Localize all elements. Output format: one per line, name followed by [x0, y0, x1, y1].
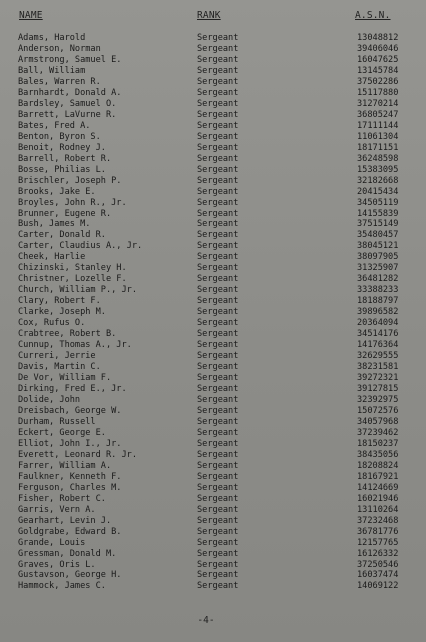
rank-cell: Sergeant [197, 570, 239, 581]
name-cell: Dreisbach, George W. [18, 405, 122, 416]
name-cell: Cheek, Harlie [18, 252, 86, 263]
name-cell: Crabtree, Robert B. [18, 329, 117, 340]
rank-cell: Sergeant [197, 296, 239, 307]
rank-cell: Sergeant [197, 142, 239, 153]
table-row [0, 285, 426, 296]
name-cell: Brischler, Joseph P. [18, 175, 122, 186]
name-cell: Anderson, Norman [18, 43, 101, 54]
asn-cell: 15117880 [357, 87, 399, 98]
rank-cell: Sergeant [197, 351, 239, 362]
asn-cell: 13110264 [357, 504, 399, 515]
asn-cell: 34057968 [357, 416, 399, 427]
rank-cell: Sergeant [197, 164, 239, 175]
name-cell: Benton, Byron S. [18, 131, 101, 142]
table-row [0, 439, 426, 450]
asn-cell: 14124669 [357, 482, 399, 493]
table-row [0, 351, 426, 362]
asn-cell: 36481282 [357, 274, 399, 285]
name-cell: Bardsley, Samuel O. [18, 98, 117, 109]
rank-cell: Sergeant [197, 241, 239, 252]
table-row [0, 581, 426, 592]
name-cell: Graves, Oris L. [18, 559, 96, 570]
page-number: -4- [197, 615, 215, 626]
name-cell: Eckert, George E. [18, 427, 106, 438]
rank-cell: Sergeant [197, 252, 239, 263]
table-row [0, 450, 426, 461]
name-cell: Barrett, LaVurne R. [18, 109, 117, 120]
rank-cell: Sergeant [197, 384, 239, 394]
table-row [0, 527, 426, 538]
asn-cell: 36781776 [357, 526, 399, 537]
asn-cell: 32182668 [357, 175, 399, 186]
rank-cell: Sergeant [197, 449, 239, 460]
name-cell: Gearhart, Levin J. [18, 515, 112, 526]
table-row [0, 209, 426, 220]
table-row [0, 77, 426, 88]
table-row [0, 395, 426, 406]
name-cell: Brooks, Jake E. [18, 186, 96, 197]
asn-cell: 37250546 [357, 559, 399, 570]
table-row [0, 219, 426, 230]
table-row [0, 549, 426, 560]
table-row [0, 241, 426, 252]
rank-cell: Sergeant [197, 43, 239, 54]
asn-cell: 37502286 [357, 76, 399, 87]
asn-cell: 18150237 [357, 438, 399, 449]
rank-cell: Sergeant [197, 482, 239, 493]
table-row [0, 417, 426, 428]
asn-cell: 38045121 [357, 241, 399, 252]
table-row [0, 33, 426, 44]
asn-cell: 37239462 [357, 427, 399, 438]
table-row [0, 44, 426, 55]
column-header-rank: RANK [197, 10, 221, 21]
name-cell: Clarke, Joseph M. [18, 307, 106, 318]
asn-cell: 38435056 [357, 449, 399, 460]
table-row [0, 340, 426, 351]
rank-cell: Sergeant [197, 33, 239, 43]
table-row [0, 318, 426, 329]
table-row [0, 187, 426, 198]
table-row [0, 538, 426, 549]
asn-cell: 11061304 [357, 131, 399, 142]
name-cell: Armstrong, Samuel E. [18, 54, 122, 65]
asn-cell: 31325907 [357, 263, 399, 274]
name-cell: Dolide, John [18, 394, 81, 405]
asn-cell: 33388233 [357, 285, 399, 296]
rank-cell: Sergeant [197, 471, 239, 482]
name-cell: Barnhardt, Donald A. [18, 87, 122, 98]
column-header-name: NAME [19, 10, 43, 21]
asn-cell: 31270214 [357, 98, 399, 109]
asn-cell: 39272321 [357, 373, 399, 384]
name-cell: Christner, Lozelle F. [18, 274, 127, 285]
name-cell: Clary, Robert F. [18, 296, 101, 307]
name-cell: Gustavson, George H. [18, 570, 122, 581]
asn-cell: 35480457 [357, 230, 399, 241]
name-cell: Broyles, John R., Jr. [18, 197, 127, 208]
rank-cell: Sergeant [197, 526, 239, 537]
table-row [0, 132, 426, 143]
rank-cell: Sergeant [197, 329, 239, 340]
rank-cell: Sergeant [197, 515, 239, 526]
name-cell: Bates, Fred A. [18, 120, 91, 131]
rank-cell: Sergeant [197, 109, 239, 120]
name-cell: Chizinski, Stanley H. [18, 263, 127, 274]
rank-cell: Sergeant [197, 131, 239, 142]
asn-cell: 14155839 [357, 208, 399, 219]
rank-cell: Sergeant [197, 373, 239, 384]
name-cell: Carter, Donald R. [18, 230, 106, 241]
table-row [0, 176, 426, 187]
table-row [0, 252, 426, 263]
rank-cell: Sergeant [197, 438, 239, 449]
table-row [0, 560, 426, 571]
name-cell: Grande, Louis [18, 537, 86, 548]
name-cell: Carter, Claudius A., Jr. [18, 241, 143, 252]
name-cell: Goldgrabe, Edward B. [18, 526, 122, 537]
rank-cell: Sergeant [197, 405, 239, 416]
rank-cell: Sergeant [197, 65, 239, 76]
asn-cell: 38231581 [357, 362, 399, 373]
rank-cell: Sergeant [197, 175, 239, 186]
name-cell: Cunnup, Thomas A., Jr. [18, 340, 132, 351]
rank-cell: Sergeant [197, 186, 239, 197]
table-row [0, 121, 426, 132]
rank-cell: Sergeant [197, 318, 239, 329]
asn-cell: 13145784 [357, 65, 399, 76]
asn-cell: 18171151 [357, 142, 399, 153]
table-row [0, 296, 426, 307]
table-row [0, 570, 426, 581]
table-row [0, 307, 426, 318]
table-row [0, 230, 426, 241]
asn-cell: 36805247 [357, 109, 399, 120]
asn-cell: 14176364 [357, 340, 399, 351]
rank-cell: Sergeant [197, 98, 239, 109]
name-cell: Curreri, Jerrie [18, 351, 96, 362]
asn-cell: 20364094 [357, 318, 399, 329]
table-row [0, 154, 426, 165]
table-row [0, 329, 426, 340]
table-row [0, 88, 426, 99]
name-cell: Ball, William [18, 65, 86, 76]
name-cell: Farrer, William A. [18, 460, 112, 471]
rank-cell: Sergeant [197, 263, 239, 274]
asn-cell: 16021946 [357, 493, 399, 504]
rank-cell: Sergeant [197, 307, 239, 318]
rank-cell: Sergeant [197, 76, 239, 87]
asn-cell: 34514176 [357, 329, 399, 340]
rank-cell: Sergeant [197, 362, 239, 373]
name-cell: Durham, Russell [18, 416, 96, 427]
name-cell: Fisher, Robert C. [18, 493, 106, 504]
asn-cell: 37232468 [357, 515, 399, 526]
name-cell: Barrell, Robert R. [18, 153, 112, 164]
rank-cell: Sergeant [197, 230, 239, 241]
table-row [0, 384, 426, 395]
table-row [0, 516, 426, 527]
asn-cell: 32392975 [357, 394, 399, 405]
name-cell: Bales, Warren R. [18, 76, 101, 87]
asn-cell: 18188797 [357, 296, 399, 307]
asn-cell: 38097905 [357, 252, 399, 263]
rank-cell: Sergeant [197, 197, 239, 208]
table-row [0, 494, 426, 505]
table-row [0, 362, 426, 373]
asn-cell: 39406046 [357, 43, 399, 54]
table-row [0, 99, 426, 110]
column-header-asn: A.S.N. [355, 10, 391, 21]
rank-cell: Sergeant [197, 581, 239, 592]
table-row [0, 263, 426, 274]
table-row [0, 274, 426, 285]
rank-cell: Sergeant [197, 285, 239, 296]
table-row [0, 110, 426, 121]
rank-cell: Sergeant [197, 559, 239, 570]
name-cell: Ferguson, Charles M. [18, 482, 122, 493]
table-row [0, 472, 426, 483]
name-cell: Adams, Harold [18, 33, 86, 43]
roster-list [0, 33, 426, 592]
name-cell: Everett, Leonard R. Jr. [18, 449, 137, 460]
asn-cell: 20415434 [357, 186, 399, 197]
table-row [0, 461, 426, 472]
asn-cell: 34505119 [357, 197, 399, 208]
name-cell: De Vor, William F. [18, 373, 112, 384]
name-cell: Benoit, Rodney J. [18, 142, 106, 153]
rank-cell: Sergeant [197, 153, 239, 164]
rank-cell: Sergeant [197, 208, 239, 219]
table-row [0, 373, 426, 384]
name-cell: Garris, Vern A. [18, 504, 96, 515]
asn-cell: 37515149 [357, 219, 399, 230]
table-row [0, 198, 426, 209]
name-cell: Davis, Martin C. [18, 362, 101, 373]
rank-cell: Sergeant [197, 219, 239, 230]
asn-cell: 18167921 [357, 471, 399, 482]
rank-cell: Sergeant [197, 427, 239, 438]
asn-cell: 16126332 [357, 548, 399, 559]
name-cell: Church, William P., Jr. [18, 285, 137, 296]
rank-cell: Sergeant [197, 87, 239, 98]
name-cell: Elliot, John I., Jr. [18, 438, 122, 449]
asn-cell: 16037474 [357, 570, 399, 581]
asn-cell: 17111144 [357, 120, 399, 131]
table-row [0, 406, 426, 417]
rank-cell: Sergeant [197, 493, 239, 504]
name-cell: Cox, Rufus O. [18, 318, 86, 329]
rank-cell: Sergeant [197, 537, 239, 548]
table-row [0, 66, 426, 77]
table-row [0, 165, 426, 176]
rank-cell: Sergeant [197, 54, 239, 65]
name-cell: Brunner, Eugene R. [18, 208, 112, 219]
asn-cell: 15072576 [357, 405, 399, 416]
name-cell: Bush, James M. [18, 219, 91, 230]
table-row [0, 428, 426, 439]
table-row [0, 143, 426, 154]
asn-cell: 36248598 [357, 153, 399, 164]
asn-cell: 16047625 [357, 54, 399, 65]
rank-cell: Sergeant [197, 548, 239, 559]
name-cell: Dirking, Fred E., Jr. [18, 384, 127, 394]
name-cell: Gressman, Donald M. [18, 548, 117, 559]
rank-cell: Sergeant [197, 460, 239, 471]
asn-cell: 32629555 [357, 351, 399, 362]
table-row [0, 483, 426, 494]
rank-cell: Sergeant [197, 504, 239, 515]
rank-cell: Sergeant [197, 340, 239, 351]
asn-cell: 12157765 [357, 537, 399, 548]
asn-cell: 39896582 [357, 307, 399, 318]
rank-cell: Sergeant [197, 274, 239, 285]
rank-cell: Sergeant [197, 394, 239, 405]
rank-cell: Sergeant [197, 416, 239, 427]
rank-cell: Sergeant [197, 120, 239, 131]
asn-cell: 18208824 [357, 460, 399, 471]
asn-cell: 39127815 [357, 384, 399, 394]
table-row [0, 505, 426, 516]
name-cell: Hammock, James C. [18, 581, 106, 592]
table-row [0, 55, 426, 66]
name-cell: Bosse, Philias L. [18, 164, 106, 175]
asn-cell: 13048812 [357, 33, 399, 43]
asn-cell: 14069122 [357, 581, 399, 592]
name-cell: Faulkner, Kenneth F. [18, 471, 122, 482]
asn-cell: 15383095 [357, 164, 399, 175]
